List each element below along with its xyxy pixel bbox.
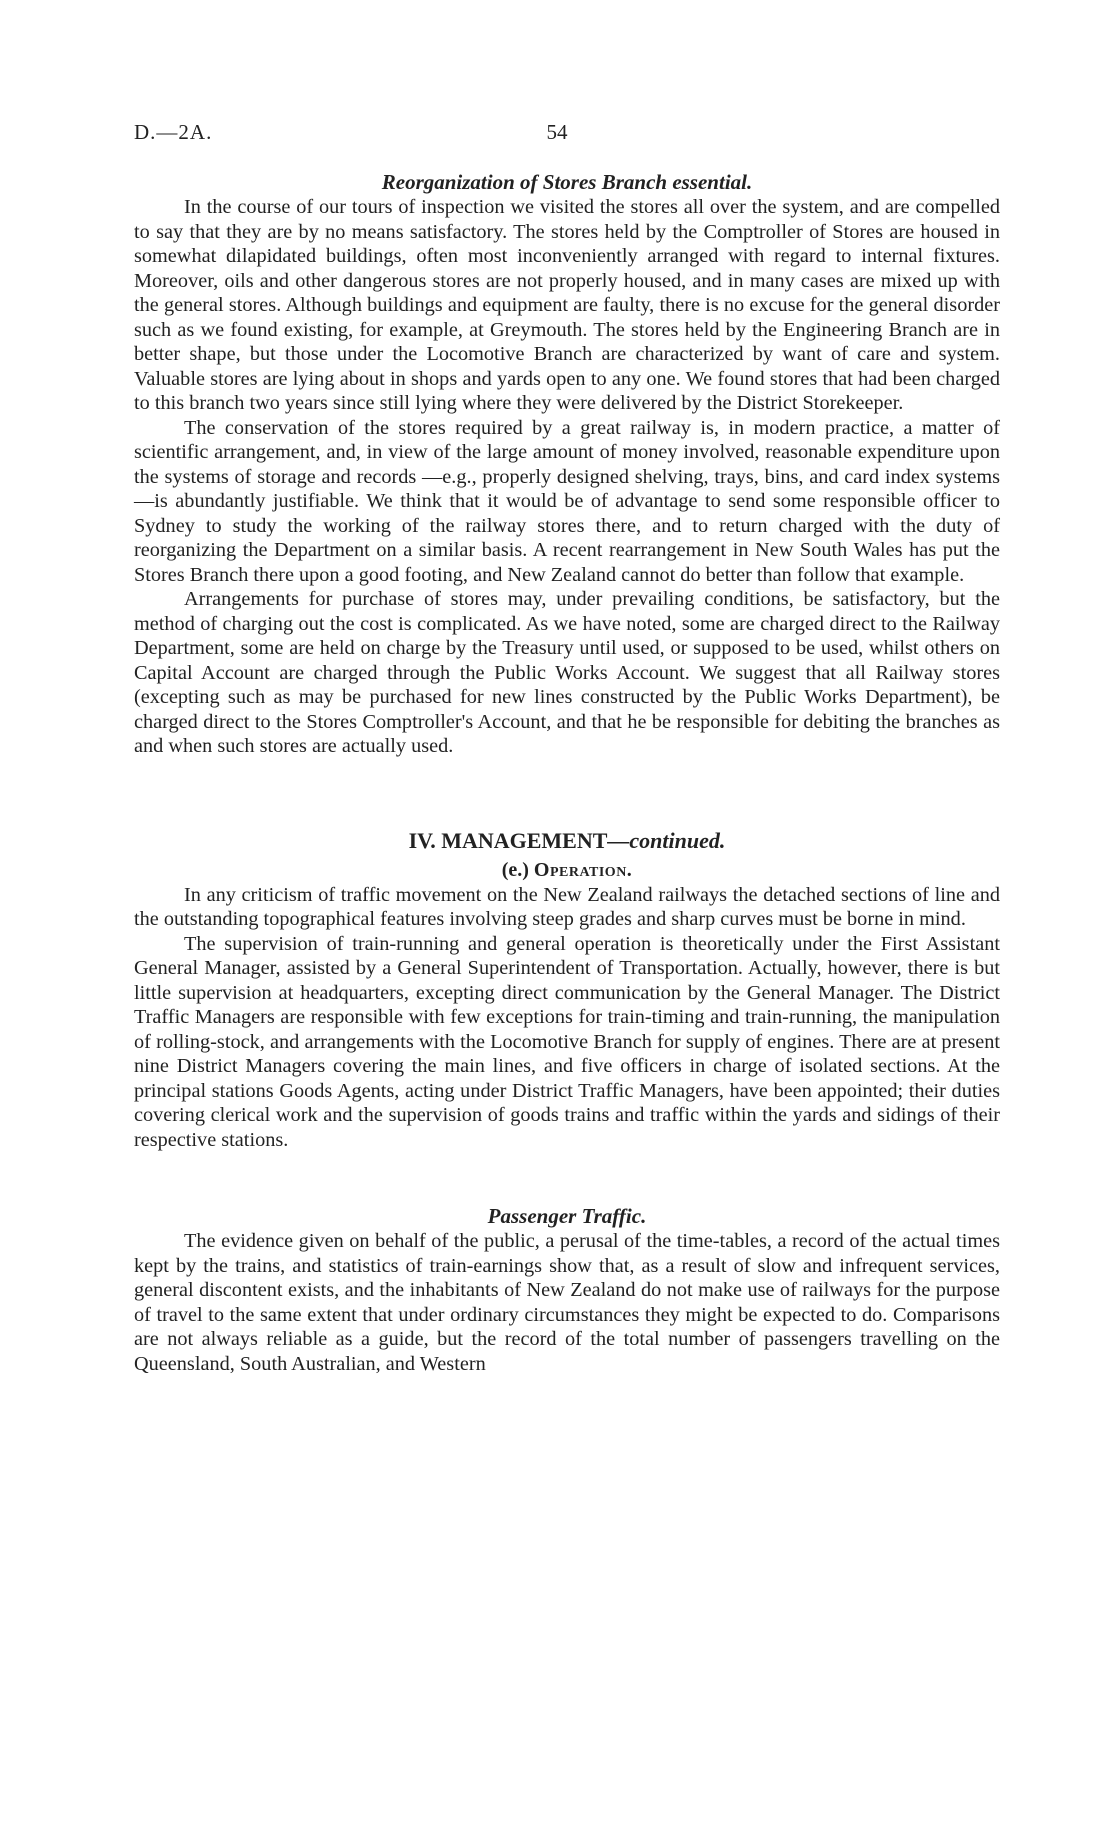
document-reference: D.—2A. [134,120,213,144]
subsection-title [134,857,1000,883]
paragraph: The conservation of the stores required by a great railway is, in modern practice, a matter of scientific arrangement, and, in view of the large amount of money involved, reasonable expenditure upon the systems of storage and records —e.g., properly designed shelving, trays, bins, and card index systems—is abundantly justifiable. We think that it would be of advantage to send some responsible officer to Sydney to study the working of the railway stores there, and to return charged with the duty of reorganizing the Department on a similar basis. A recent rearrangement in New South Wales has put the Stores Branch there upon a good footing, and New Zealand cannot do better than follow that example. [134,416,1000,586]
page-header [134,120,980,150]
section-heading-passenger: Passenger Traffic. [487,1204,647,1228]
subsection-number: (e.) [501,858,529,881]
part-title-text: IV. MANAGEMENT [408,827,608,853]
paragraph: The supervision of train-running and general operation is theoretically under the First Assistant General Manager, assisted by a General Superintendent of Transportation. Actually, however, there is but little supervision at headquarters, excepting direct communication by the General Manager. The District Traffic Managers are responsible with few exceptions for train-timing and train-running, the manipulation of rolling-stock, and arrangements with the Locomotive Branch for supply of engines. There are at present nine District Managers covering the main lines, and five officers in charge of isolated sections. At the principal stations Goods Agents, acting under District Traffic Managers, have been appointed; their duties covering clerical work and the supervision of goods trains and traffic within the yards and sidings of their respective stations. [134,932,1000,1151]
section-heading-stores: Reorganization of Stores Branch essential. [381,170,753,194]
page-number: 54 [546,120,568,144]
paragraph: Arrangements for purchase of stores may, under prevailing conditions, be satisfactory, but the method of charging out the cost is complicated. As we have noted, some are charged direct to the Railway Department, some are held on charge by the Treasury until used, or supposed to be used, whilst others on Capital Account are charged through the Public Works Account. We suggest that all Railway stores (excepting such as may be purchased for new lines constructed by the Public Works Department), be charged direct to the Stores Comptroller's Account, and that he be responsible for debiting the branches as and when such stores are actually used. [134,588,1000,757]
page-body [134,170,1000,1376]
part-title [134,827,1000,855]
paragraph: The evidence given on behalf of the public, a perusal of the time-tables, a record of the actual times kept by the trains, and statistics of train-earnings show that, as a result of slow and infrequent services, general discontent exists, and the inhabitants of New Zealand do not make use of railways for the purpose of travel to the same extent that under ordinary circumstances they might be expected to do. Comparisons are not always reliable as a guide, but the record of the total number of passengers travelling on the Queensland, South Australian, and Western [134,1230,1000,1375]
paragraph: In any criticism of traffic movement on the New Zealand railways the detached sections of line and the outstanding topographical features involving steep grades and sharp curves must be borne in mind. [134,883,1000,930]
part-title-suffix: —continued. [607,827,726,853]
subsection-label: Operation. [533,858,633,881]
paragraph: In the course of our tours of inspection we visited the stores all over the system, and are compelled to say that they are by no means satisfactory. The stores held by the Comptroller of Stores are housed in somewhat dilapidated buildings, often most inconveniently arranged with regard to internal fixtures. Moreover, oils and other dangerous stores are not properly housed, and in many cases are mixed up with the general stores. Although buildings and equipment are faulty, there is no excuse for the general disorder such as we found existing, for example, at Greymouth. The stores held by the Engineering Branch are in better shape, but those under the Locomotive Branch are characterized by want of care and system. Valuable stores are lying about in shops and yards open to any one. We found stores that had been charged to this branch two years since still lying where they were delivered by the District Storekeeper. [134,196,1000,414]
section-spacer [134,1152,1000,1204]
section-spacer [134,759,1000,827]
